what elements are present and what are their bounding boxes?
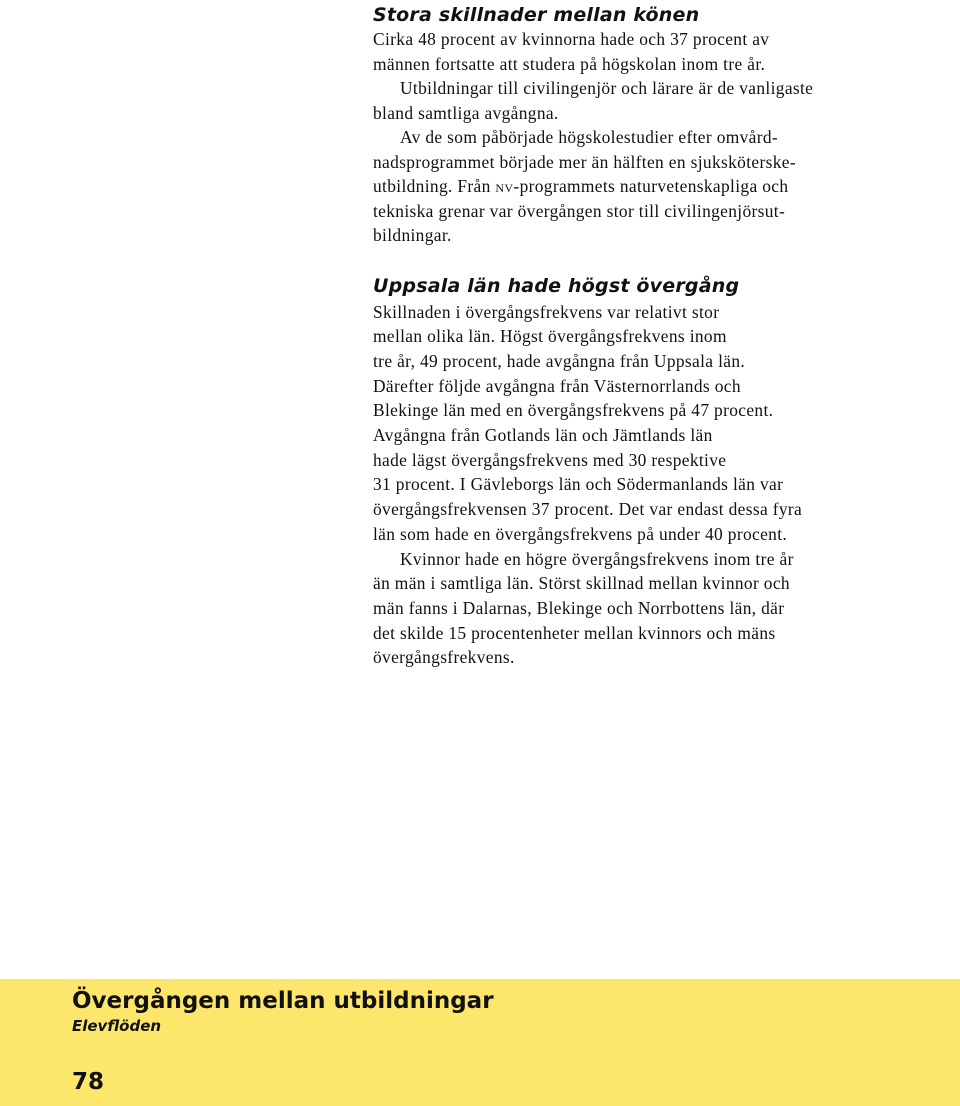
paragraph-regions-1 xyxy=(373,300,853,547)
text-line: Blekinge län med en övergångsfrekvens på 47 procent. xyxy=(373,400,774,421)
section-heading-uppsala: Uppsala län hade högst övergång xyxy=(373,274,740,297)
text-line: det skilde 15 procentenheter mellan kvinnors och mäns xyxy=(373,622,776,643)
chapter-title: Övergången mellan utbildningar xyxy=(72,988,494,1014)
paragraph-gender-2 xyxy=(373,125,853,248)
text-line: tre år, 49 procent, hade avgångna från Uppsala län. xyxy=(373,350,746,371)
text-line: Av de som påbörjade högskolestudier efter omvård- xyxy=(400,127,779,147)
text-line: Skillnaden i övergångsfrekvens var relativt stor xyxy=(373,301,720,322)
text-line: 31 procent. I Gävleborgs län och Södermanlands län var xyxy=(373,474,784,495)
text-line: tekniska grenar var övergången stor till civilingenjörsut- xyxy=(373,200,786,221)
page-number: 78 xyxy=(72,1069,105,1095)
text-line: Utbildningar till civilingenjör och lärare är de vanligaste xyxy=(400,78,814,98)
main-content xyxy=(373,2,853,670)
text-line: län som hade en övergångsfrekvens på under 40 procent. xyxy=(373,523,788,544)
text-line: bland samtliga avgångna. xyxy=(373,102,559,123)
text-fragment: utbildning. Från xyxy=(373,176,496,196)
text-line: Cirka 48 procent av kvinnorna hade och 37 procent av xyxy=(373,29,770,49)
text-line: nadsprogrammet började mer än hälften en sjuksköterske- xyxy=(373,151,796,172)
text-line: männen fortsatte att studera på högskolan inom tre år. xyxy=(373,53,766,74)
text-line: Därefter följde avgångna från Västernorrlands och xyxy=(373,375,741,396)
paragraph-regions-2 xyxy=(373,547,853,671)
text-line: män fanns i Dalarnas, Blekinge och Norrbottens län, där xyxy=(373,597,785,618)
footer-band xyxy=(0,979,960,1106)
text-line xyxy=(373,174,853,199)
nv-abbreviation: nv xyxy=(495,176,514,196)
text-line: mellan olika län. Högst övergångsfrekvens inom xyxy=(373,326,727,347)
text-line: än män i samtliga län. Störst skillnad mellan kvinnor och xyxy=(373,573,790,594)
text-line: övergångsfrekvensen 37 procent. Det var endast dessa fyra xyxy=(373,499,803,520)
text-fragment: -programmets naturvetenskapliga och xyxy=(513,176,789,196)
text-line: hade lägst övergångsfrekvens med 30 respektive xyxy=(373,449,727,470)
paragraph-gender-1 xyxy=(373,27,853,125)
text-line: Kvinnor hade en högre övergångsfrekvens inom tre år xyxy=(400,548,794,569)
section-heading-gender: Stora skillnader mellan könen xyxy=(373,4,700,26)
text-line: bildningar. xyxy=(373,225,452,245)
text-line: övergångsfrekvens. xyxy=(373,647,515,668)
chapter-subtitle: Elevflöden xyxy=(72,1017,162,1035)
text-line: Avgångna från Gotlands län och Jämtlands län xyxy=(373,425,713,446)
